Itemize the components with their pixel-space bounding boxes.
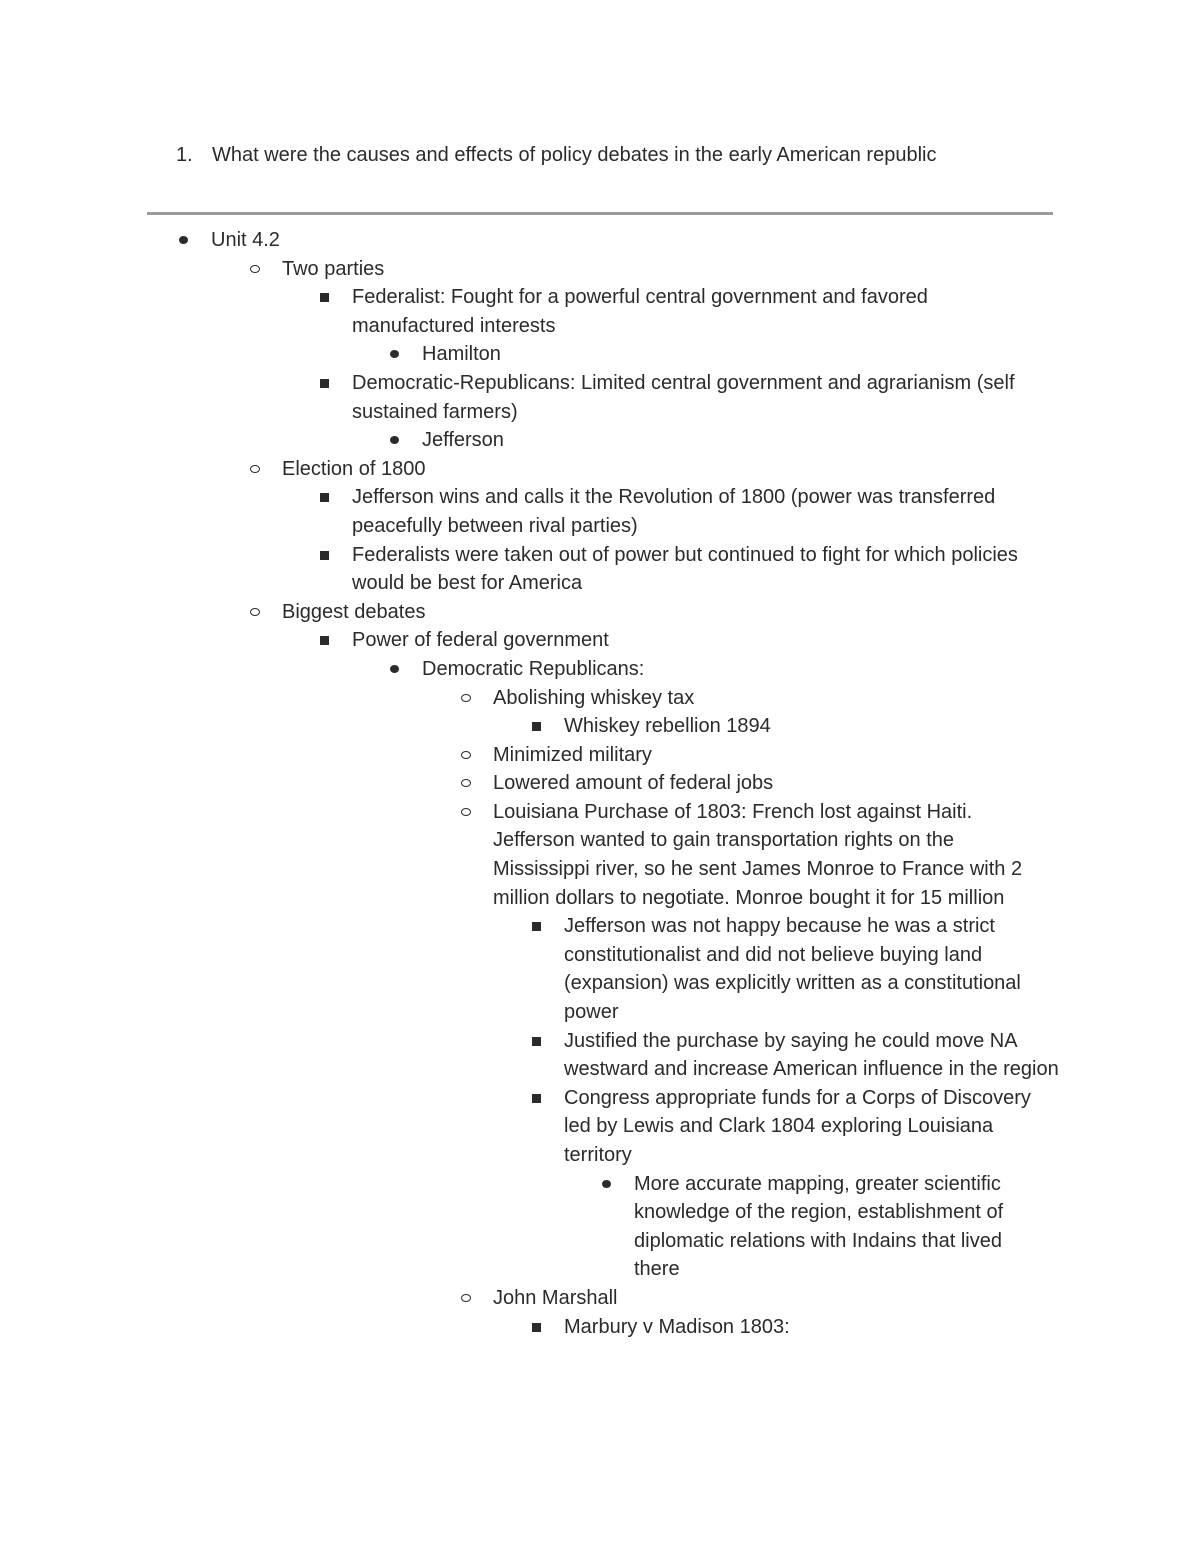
outline-item-text: Hamilton (422, 343, 501, 366)
outline-item (0, 369, 1200, 426)
outline-item (0, 798, 1200, 912)
outline-item-text: Congress appropriate funds for a Corps of Discovery led by Lewis and Clark 1804 exploring Louisiana territory (564, 1086, 1031, 1166)
circle-bullet-icon (458, 1284, 472, 1313)
outline-item-text: Election of 1800 (282, 457, 426, 480)
horizontal-divider (147, 212, 1053, 215)
outline-item-text: Justified the purchase by saying he could move NA westward and increase American influence in the region (564, 1029, 1059, 1081)
outline-item-text: More accurate mapping, greater scientific knowledge of the region, establishment of diplomatic relations with Indains that lived there (634, 1172, 1004, 1281)
square-bullet-icon (529, 712, 543, 741)
outline-item-text: Whiskey rebellion 1894 (564, 715, 771, 738)
outline-item (0, 426, 1200, 455)
square-bullet-icon (529, 912, 543, 941)
outline-item-text: Unit 4.2 (211, 229, 280, 251)
outline-item (0, 769, 1200, 798)
disc-bullet-icon (387, 340, 401, 369)
square-bullet-icon (529, 1313, 543, 1342)
outline-item-text: John Marshall (493, 1286, 618, 1309)
outline-item (0, 1284, 1200, 1313)
square-bullet-icon (529, 1084, 543, 1113)
outline-item (0, 626, 1200, 655)
outline-item (0, 912, 1200, 1026)
circle-bullet-icon (247, 455, 261, 484)
circle-bullet-icon (247, 255, 261, 284)
outline-item (0, 598, 1200, 627)
outline-item (0, 1170, 1200, 1284)
outline-item (0, 1027, 1200, 1084)
disc-bullet-icon (176, 226, 190, 255)
question-number: 1. (176, 144, 193, 166)
circle-bullet-icon (458, 741, 472, 770)
question-heading (176, 141, 936, 169)
notes-outline (0, 226, 1200, 1341)
outline-item (0, 340, 1200, 369)
outline-item (0, 255, 1200, 284)
circle-bullet-icon (458, 769, 472, 798)
square-bullet-icon (317, 626, 331, 655)
outline-item (0, 712, 1200, 741)
square-bullet-icon (317, 283, 331, 312)
outline-item (0, 283, 1200, 340)
outline-item-text: Two parties (282, 257, 385, 280)
outline-item (0, 455, 1200, 484)
disc-bullet-icon (387, 426, 401, 455)
outline-item-text: Minimized military (493, 743, 652, 766)
outline-item-text: Federalists were taken out of power but continued to fight for which policies would be best for America (352, 543, 1018, 595)
outline-item-text: Marbury v Madison 1803: (564, 1315, 790, 1338)
circle-bullet-icon (458, 798, 472, 827)
circle-bullet-icon (247, 598, 261, 627)
outline-item-text: Lowered amount of federal jobs (493, 772, 774, 795)
outline-item (0, 741, 1200, 770)
outline-item-text: Abolishing whiskey tax (493, 686, 695, 709)
outline-item (0, 655, 1200, 684)
outline-item-text: Power of federal government (352, 629, 609, 652)
outline-item-text: Louisiana Purchase of 1803: French lost against Haiti. Jefferson wanted to gain transportation rights on the Mississippi river, so he sent James Monroe to France with 2 million dollars to negotiate. Monroe bought it for 15 million (493, 800, 1023, 909)
outline-item (0, 226, 1200, 255)
outline-item (0, 1084, 1200, 1170)
question-text: What were the causes and effects of policy debates in the early American republic (212, 144, 937, 166)
outline-item-text: Democratic-Republicans: Limited central government and agrarianism (self sustained farmers) (352, 371, 1015, 423)
disc-bullet-icon (599, 1170, 613, 1199)
outline-item-text: Jefferson (422, 429, 504, 452)
outline-item (0, 1313, 1200, 1342)
outline-item-text: Biggest debates (282, 600, 426, 623)
square-bullet-icon (317, 483, 331, 512)
disc-bullet-icon (387, 655, 401, 684)
circle-bullet-icon (458, 684, 472, 713)
outline-item-text: Jefferson was not happy because he was a strict constitutionalist and did not believe buying land (expansion) was explicitly written as a constitutional power (564, 915, 1021, 1024)
outline-item (0, 541, 1200, 598)
square-bullet-icon (317, 541, 331, 570)
outline-item-text: Jefferson wins and calls it the Revolution of 1800 (power was transferred peacefully between rival parties) (352, 486, 996, 537)
outline-item (0, 684, 1200, 713)
outline-item (0, 483, 1200, 540)
outline-item-text: Federalist: Fought for a powerful central government and favored manufactured interests (352, 286, 928, 337)
square-bullet-icon (317, 369, 331, 398)
outline-item-text: Democratic Republicans: (422, 657, 645, 680)
square-bullet-icon (529, 1027, 543, 1056)
